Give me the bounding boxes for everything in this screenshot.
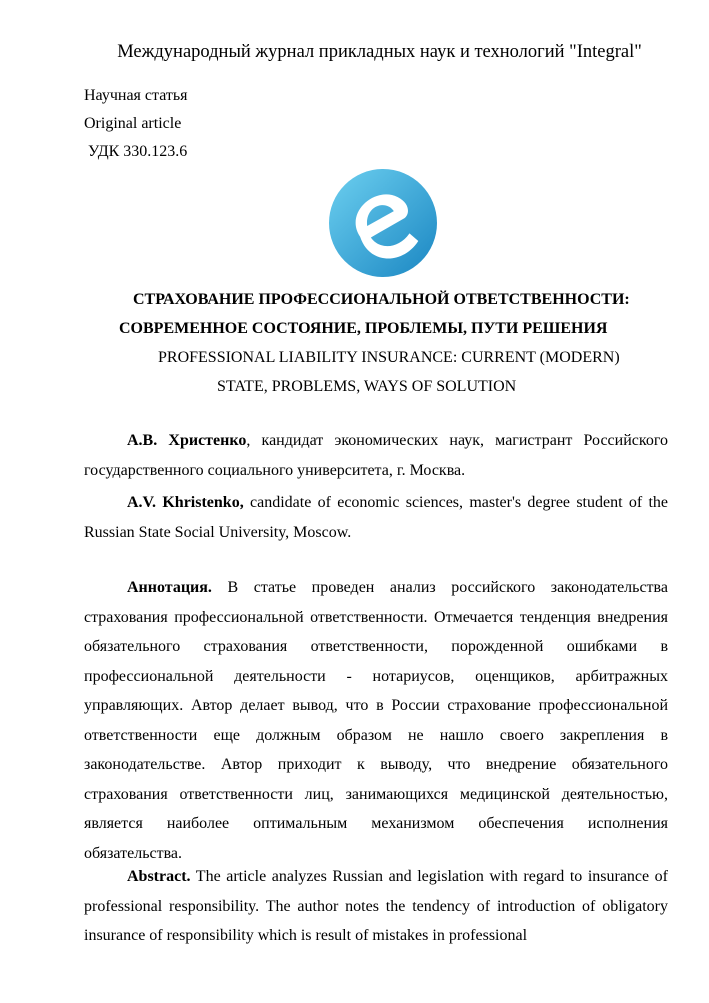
annotation-ru-label: Аннотация. (127, 579, 212, 596)
abstract-en-text: The article analyzes Russian and legislation with regard to insurance of professional responsibility. The author notes the tendency of introduction of obligatory insurance of responsibility which is result of mistakes in professional (84, 868, 668, 944)
annotation-ru (84, 573, 668, 868)
title-en-line2: STATE, PROBLEMS, WAYS OF SOLUTION (217, 378, 517, 395)
title-en-line1: PROFESSIONAL LIABILITY INSURANCE: CURRENT (MODERN) (158, 349, 620, 366)
article-type-en: Original article (84, 115, 182, 132)
author-en (84, 488, 668, 547)
author-en-name: A.V. Khristenko, (127, 494, 244, 511)
udc-code: УДК 330.123.6 (88, 143, 188, 160)
title-ru-line1: СТРАХОВАНИЕ ПРОФЕССИОНАЛЬНОЙ ОТВЕТСТВЕННОСТИ: (133, 291, 630, 308)
annotation-ru-text: В статье проведен анализ российского законодательства страхования профессиональной ответственности. Отмечается тенденция внедрения обязательного страхования ответственности, порожденной ошибками в профессиональной деятельности - нотариусов, оценщиков, арбитражных управляющих. Автор делает вывод, что в России страхование профессиональной ответственности еще должным образом не нашло своего закрепления в законодательстве. Автор приходит к выводу, что внедрение обязательного страхования ответственности лиц, занимающихся медицинской деятельностью, является наиболее оптимальным механизмом обеспечения исполнения обязательства. (84, 579, 668, 862)
article-type-ru: Научная статья (84, 87, 188, 104)
author-ru-name: А.В. Христенко (127, 432, 247, 449)
journal-header: Международный журнал прикладных наук и технологий "Integral" (117, 42, 642, 62)
title-ru-line2: СОВРЕМЕННОЕ СОСТОЯНИЕ, ПРОБЛЕМЫ, ПУТИ РЕШЕНИЯ (119, 320, 608, 337)
author-ru-affiliation: , кандидат экономических наук, магистрант Российского государственного социального университета, г. Москва. (84, 432, 669, 479)
abstract-en-label: Abstract. (127, 868, 191, 885)
journal-logo (327, 167, 439, 279)
author-en-affiliation: candidate of economic sciences, master's degree student of the Russian State Social University, Moscow. (84, 494, 669, 541)
author-ru (84, 426, 668, 485)
abstract-en (84, 862, 668, 951)
